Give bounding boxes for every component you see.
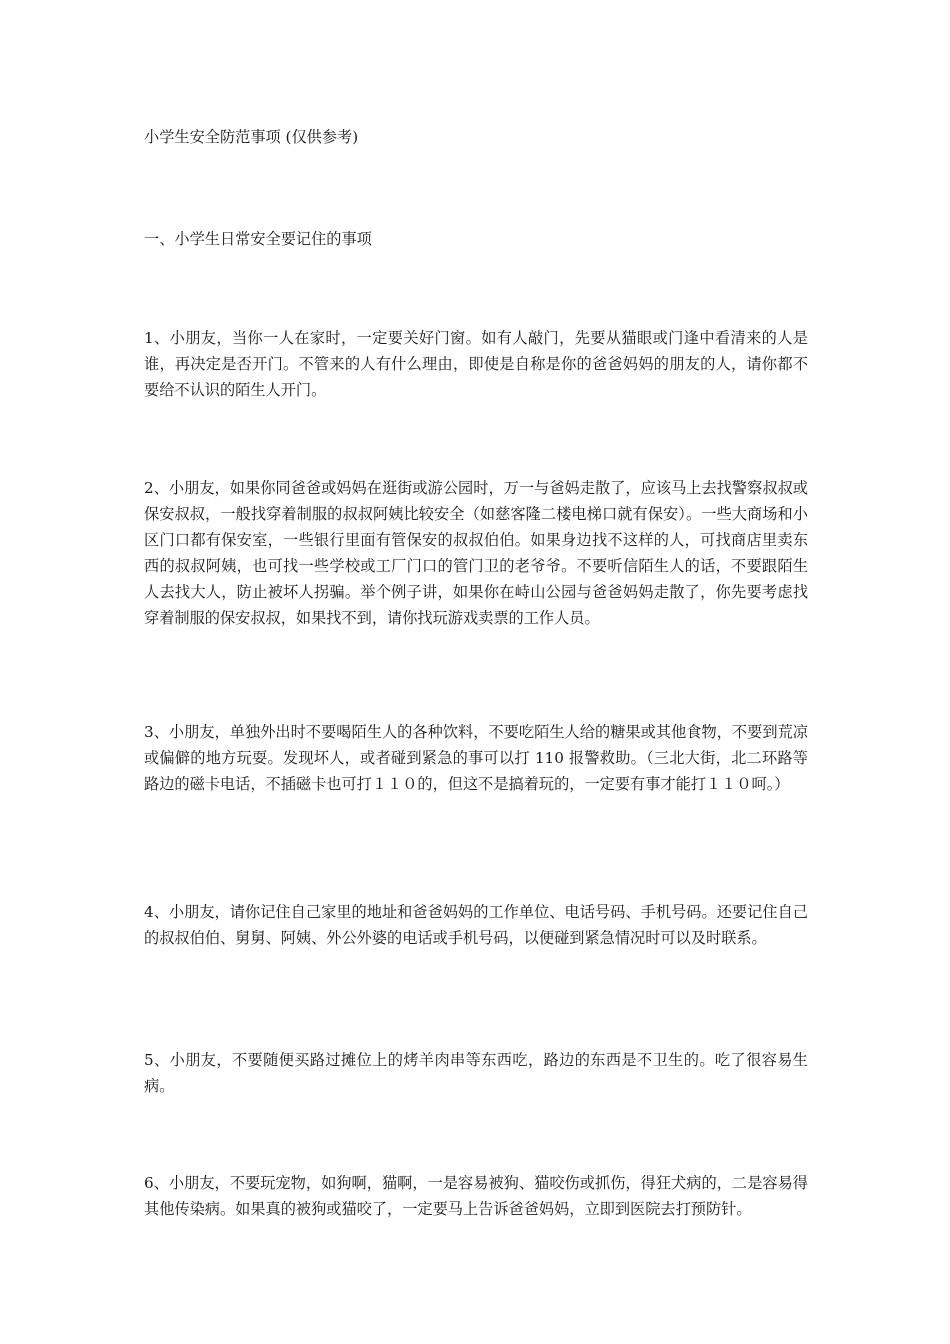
paragraph-5: 5、小朋友，不要随便买路过摊位上的烤羊肉串等东西吃，路边的东西是不卫生的。吃了很容易生病。: [144, 1051, 808, 1095]
paragraph-6: 6、小朋友，不要玩宠物，如狗啊，猫啊，一是容易被狗、猫咬伤或抓伤，得狂犬病的，二是容易得其他传染病。如果真的被狗或猫咬了，一定要马上告诉爸爸妈妈，立即到医院去打预防针。: [144, 1174, 808, 1218]
paragraph-2: 2、小朋友，如果你同爸爸或妈妈在逛街或游公园时，万一与爸妈走散了，应该马上去找警察叔叔或保安叔叔，一般找穿着制服的叔叔阿姨比较安全（如慈客隆二楼电梯口就有保安）。一些大商场和小区门口都有保安室，一些银行里面有管保安的叔叔伯伯。如果身边找不这样的人，可找商店里卖东西的叔叔阿姨，也可找一些学校或工厂门口的管门卫的老爷爷。不要听信陌生人的话，不要跟陌生人去找大人，防止被坏人拐骗。举个例子讲，如果你在峙山公园与爸爸妈妈走散了，你先要考虑找穿着制服的保安叔叔，如果找不到，请你找玩游戏卖票的工作人员。: [144, 479, 808, 627]
paragraph-1: 1、小朋友，当你一人在家时，一定要关好门窗。如有人敲门，先要从猫眼或门逢中看清来的人是谁，再决定是否开门。不管来的人有什么理由，即使是自称是你的爸爸妈妈的朋友的人，请你都不要给不认识的陌生人开门。: [144, 329, 808, 399]
section-heading: 一、小学生日常安全要记住的事项: [144, 230, 372, 248]
document-title: 小学生安全防范事项 (仅供参考): [144, 128, 359, 146]
paragraph-3: 3、小朋友，单独外出时不要喝陌生人的各种饮料，不要吃陌生人给的糖果或其他食物，不要到荒凉或偏僻的地方玩耍。发现坏人，或者碰到紧急的事可以打 110 报警救助。（三北大街，北二环路等路边的磁卡电话，不插磁卡也可打１１０的，但这不是搞着玩的，一定要有事才能打１１０呵。）: [144, 723, 808, 793]
paragraph-4: 4、小朋友，请你记住自己家里的地址和爸爸妈妈的工作单位、电话号码、手机号码。还要记住自己的叔叔伯伯、舅舅、阿姨、外公外婆的电话或手机号码，以便碰到紧急情况时可以及时联系。: [144, 903, 808, 947]
